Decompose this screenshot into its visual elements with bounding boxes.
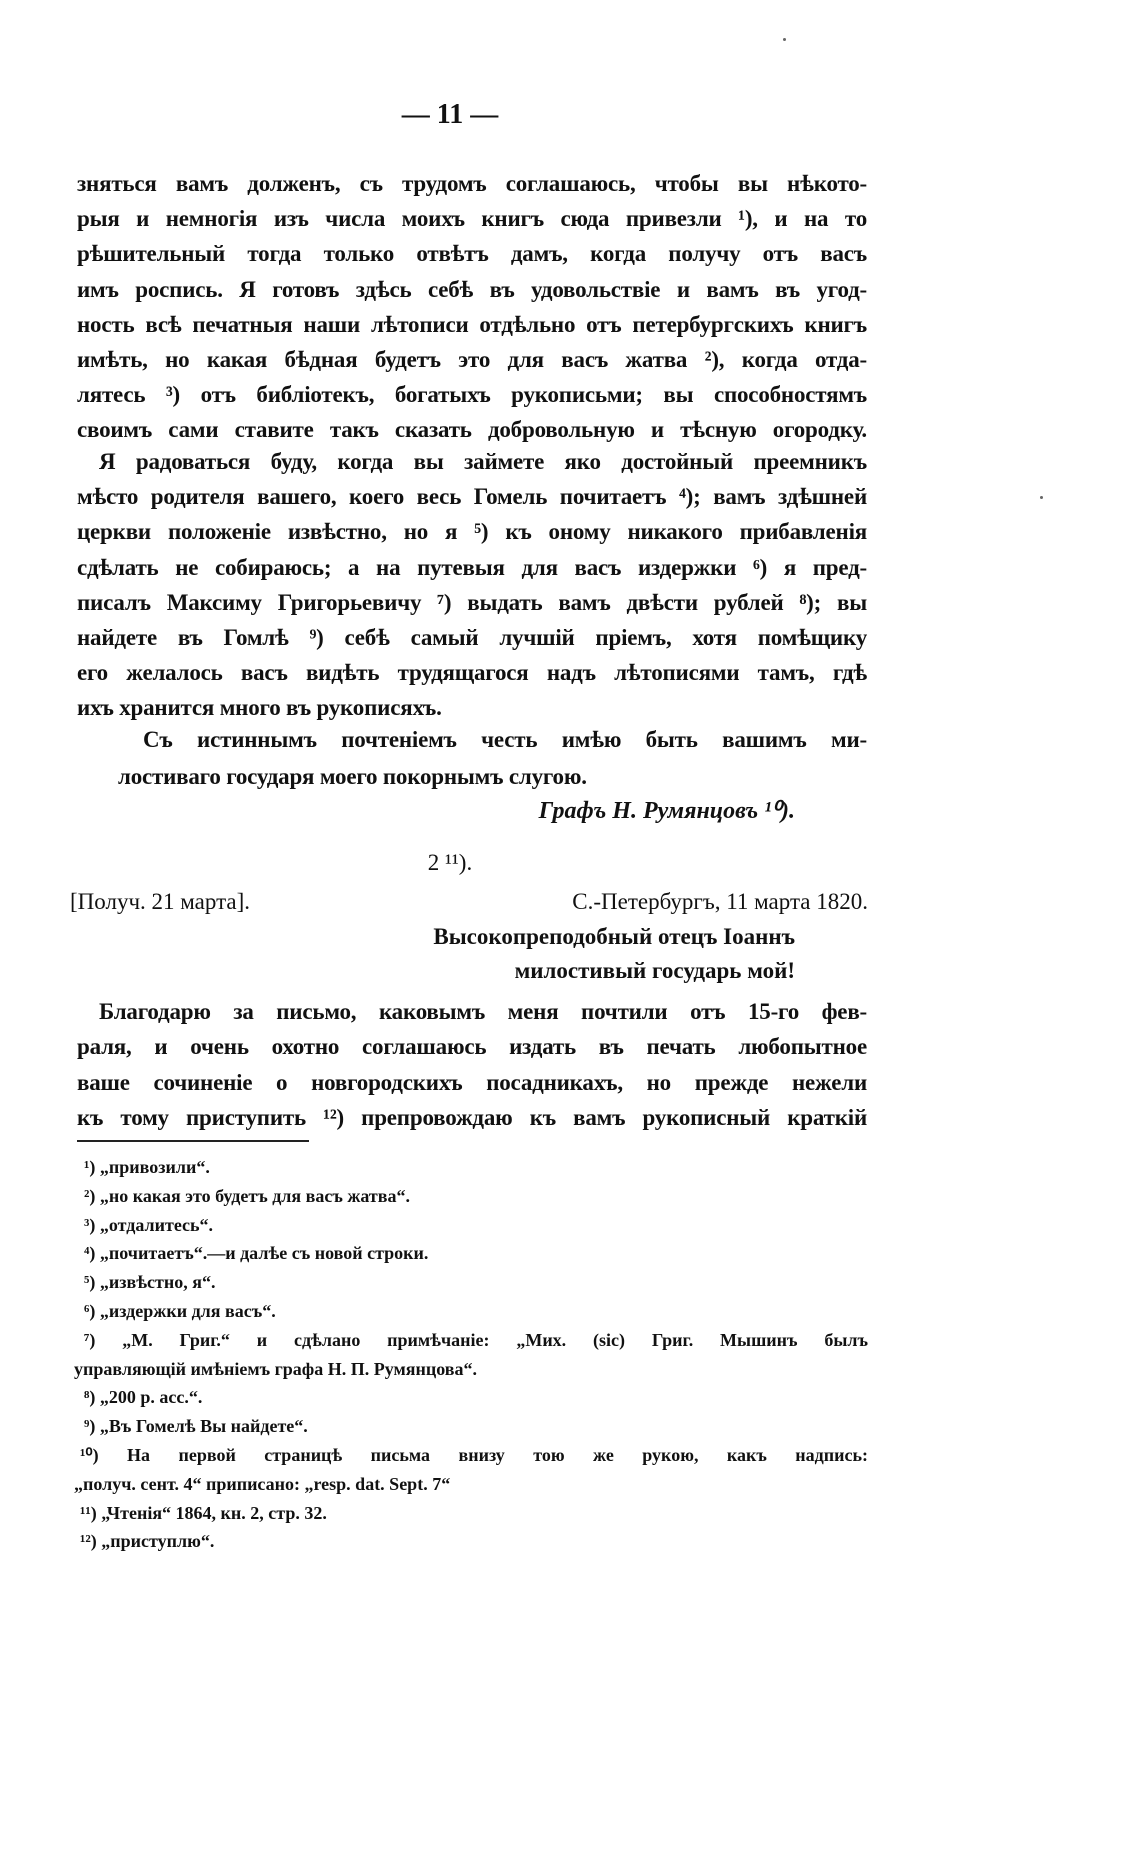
footnote: ⁴) „почитаетъ“.—и далѣе съ новой строки. [84,1243,429,1264]
text-line: своимъ сами ставите такъ сказать добровольную и тѣсную огородку. [77,417,867,443]
footnote: ¹) „привозили“. [84,1157,210,1177]
footnote: ⁶) „издержки для васъ“. [84,1301,276,1321]
footnote: ⁷) „М. Григ.“ и сдѣлано примѣчаніе: „Мих. (sic) Григ. Мышинъ былъ [84,1329,868,1350]
place-date: С.-Петербургъ, 11 марта 1820. [572,889,868,914]
text-line: рѣшительный тогда только отвѣтъ дамъ, когда получу отъ васъ [77,241,867,267]
text-line: ихъ хранится много въ рукописяхъ. [77,695,442,721]
text-line: имѣть, но какая бѣдная будетъ это для васъ жатва ²), когда отда- [77,347,867,372]
footnote: ⁸) „200 р. асс.“. [84,1387,203,1408]
text-line: его желалось васъ видѣть трудящагося надъ лѣтописями тамъ, гдѣ [77,660,867,686]
footnote-continuation: управляющій имѣніемъ графа Н. П. Румянцова“. [74,1358,477,1379]
text-line: рыя и немногія изъ числа моихъ книгъ сюда привезли ¹), и на то [77,206,867,232]
closing-line-2: лостиваго государя моего покорнымъ слугою. [118,764,587,789]
footnote: ¹¹) „Чтенія“ 1864, кн. 2, стр. 32. [80,1502,327,1523]
text-line: раля, и очень охотно соглашаюсь издать въ печать любопытное [77,1034,867,1060]
text-line: ность всѣ печатныя наши лѣтописи отдѣльно отъ петербургскихъ книгъ [77,311,867,337]
footnote: ¹²) „приступлю“. [80,1531,215,1552]
footnote: ³) „отдалитесь“. [84,1214,214,1235]
text-line: церкви положеніе извѣстно, но я ⁵) къ оному никакого прибавленія [77,519,867,545]
scan-speck [783,38,786,41]
text-line: Благодарю за письмо, каковымъ меня почтили отъ 15-го фев- [99,999,867,1024]
footnote-continuation: „получ. сент. 4“ приписано: „resp. dat. Sept. 7“ [74,1473,451,1494]
text-line: къ тому приступить ¹²) препровождаю къ вамъ рукописный краткій [77,1104,867,1130]
page-number: — 11 — [401,99,499,130]
text-line: сдѣлать не собираюсь; а на путевыя для васъ издержки ⁶) я пред- [77,554,867,580]
footnote-divider [77,1140,309,1142]
footnote: ⁹) „Въ Гомелѣ Вы найдете“. [84,1416,308,1437]
footnote: ⁵) „извѣстно, я“. [84,1272,216,1293]
received-date: [Получ. 21 марта]. [70,889,251,914]
salutation-line-1: Высокопреподобный отецъ Іоаннъ [433,924,795,949]
text-line: найдете въ Гомлѣ ⁹) себѣ самый лучшій пріемъ, хотя помѣщику [77,625,867,650]
scan-speck [1040,496,1043,499]
text-line: писалъ Максиму Григорьевичу ⁷) выдать вамъ двѣсти рублей ⁸); вы [77,589,867,615]
text-line: Я радоваться буду, когда вы займете яко достойный преемникъ [99,449,867,474]
text-line: мѣсто родителя вашего, коего весь Гомель почитаетъ ⁴); вамъ здѣшней [77,484,867,510]
text-line: зняться вамъ долженъ, съ трудомъ соглашаюсь, чтобы вы нѣкото- [77,171,867,196]
text-line: лятесь ³) отъ библіотекъ, богатыхъ рукописьми; вы способностямъ [77,382,867,408]
closing-line-1: Съ истиннымъ почтеніемъ честь имѣю быть вашимъ ми- [143,727,867,752]
text-line: ваше сочиненіе о новгородскихъ посадникахъ, но прежде нежели [77,1069,867,1095]
text-line: имъ роспись. Я готовъ здѣсь себѣ въ удовольствіе и вамъ въ угод- [77,276,867,302]
footnote: ¹⁰) На первой страницѣ письма внизу тою же рукою, какъ надпись: [80,1445,868,1465]
signature: Графъ Н. Румянцовъ ¹⁰). [538,798,795,824]
salutation-line-2: милостивый государь мой! [514,958,795,983]
letter-number: 2 ¹¹). [427,850,473,875]
footnote: ²) „но какая это будетъ для васъ жатва“. [84,1185,410,1206]
